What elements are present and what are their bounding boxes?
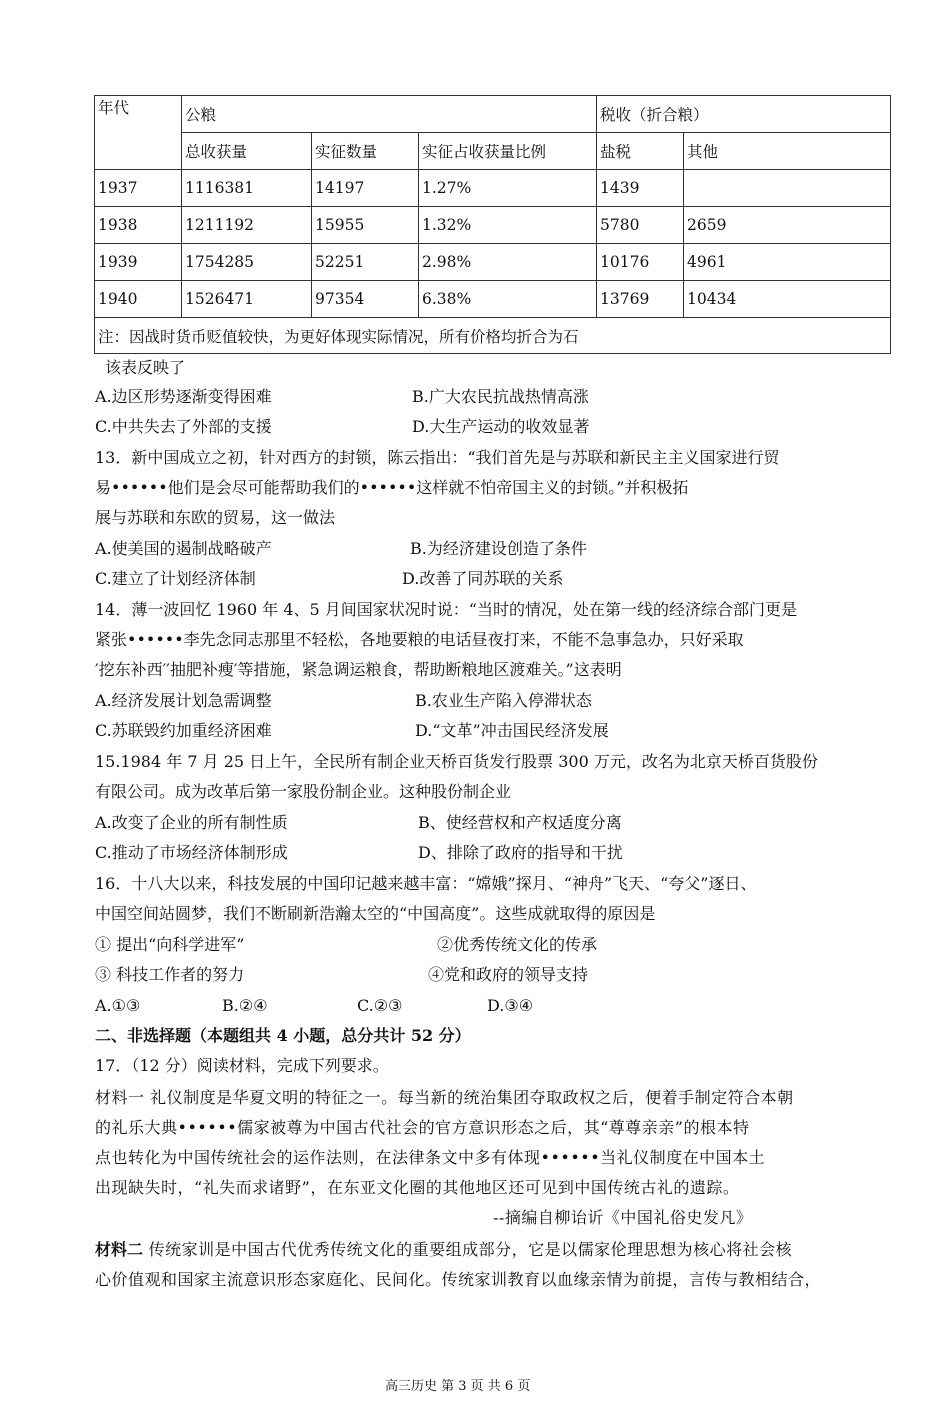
- section-title: 二、非选择题（本题组共 4 小题，总分共计 52 分）: [95, 1026, 471, 1045]
- table-subheader-ratio: 实征占收获量比例: [419, 133, 597, 170]
- cell-other: 4961: [684, 244, 891, 281]
- q14-option-b: B.农业生产陷入停滞状态: [415, 691, 592, 710]
- cell-other: [684, 170, 891, 207]
- table-row: [95, 244, 891, 281]
- q15-line-2: 有限公司。成为改革后第一家股份制企业。这种股份制企业: [95, 782, 512, 801]
- q12-option-b: B.广大农民抗战热情高涨: [412, 387, 589, 406]
- q13-option-a: A.使美国的遏制战略破产: [95, 539, 272, 558]
- q13-line-1: 13．新中国成立之初，针对西方的封锁，陈云指出：“我们首先是与苏联和新民主主义国家进行贸: [95, 448, 780, 467]
- tax-grain-table: [94, 95, 891, 354]
- q17-stem: 17．（12 分）阅读材料，完成下列要求。: [95, 1056, 389, 1075]
- q14-option-a: A.经济发展计划急需调整: [95, 691, 272, 710]
- q14-line-1: 14．薄一波回忆 1960 年 4、5 月间国家状况时说：“当时的情况，处在第一线的经济综合部门更是: [95, 600, 797, 619]
- q15-option-d: D、排除了政府的指导和干扰: [418, 843, 623, 862]
- q15-option-b: B、使经营权和产权适度分离: [418, 813, 622, 832]
- cell-total: 1526471: [182, 281, 312, 318]
- q16-item-4: ④党和政府的领导支持: [428, 965, 589, 984]
- q14-option-c: C.苏联毁约加重经济困难: [95, 721, 272, 740]
- table-row: [95, 281, 891, 318]
- material-2-label: 材料二: [95, 1240, 144, 1259]
- cell-total: 1116381: [182, 170, 312, 207]
- q14-line-2: 紧张••••••李先念同志那里不轻松，各地要粮的电话昼夜打来，不能不急事急办，只好采取: [95, 630, 744, 649]
- cell-ratio: 6.38%: [419, 281, 597, 318]
- cell-levy: 14197: [312, 170, 419, 207]
- cell-salt: 13769: [597, 281, 684, 318]
- q13-option-b: B.为经济建设创造了条件: [410, 539, 587, 558]
- cell-ratio: 2.98%: [419, 244, 597, 281]
- cell-ratio: 1.32%: [419, 207, 597, 244]
- material-1-line-2: 的礼乐大典••••••儒家被尊为中国古代社会的官方意识形态之后，其“尊尊亲亲”的根本特: [95, 1118, 750, 1137]
- q14-option-d: D.“文革”冲击国民经济发展: [415, 721, 609, 740]
- q13-option-c: C.建立了计划经济体制: [95, 569, 256, 588]
- cell-year: 1939: [95, 244, 182, 281]
- q12-option-d: D.大生产运动的收效显著: [412, 417, 590, 436]
- q12-option-a: A.边区形势逐渐变得困难: [95, 387, 272, 406]
- material-1-line-1: 材料一 礼仪制度是华夏文明的特征之一。每当新的统治集团夺取政权之后，便着手制定符合本朝: [95, 1088, 794, 1107]
- page-footer: 高三历史 第 3 页 共 6 页: [385, 1379, 531, 1394]
- q14-line-3: ′挖东补西′′抽肥补瘦′等措施，紧急调运粮食，帮助断粮地区渡难关。”这表明: [95, 660, 622, 679]
- q16-item-1: ① 提出“向科学进军”: [95, 935, 245, 954]
- q13-option-d: D.改善了同苏联的关系: [402, 569, 564, 588]
- table-subheader-salt: 盐税: [597, 133, 684, 170]
- q15-line-1: 15.1984 年 7 月 25 日上午，全民所有制企业天桥百货发行股票 300 万元，改名为北京天桥百货股份: [95, 752, 818, 771]
- q13-line-2: 易••••••他们是会尽可能帮助我们的••••••这样就不怕帝国主义的封锁。”并积极拓: [95, 478, 689, 497]
- material-1-line-3: 点也转化为中国传统社会的运作法则，在法律条文中多有体现••••••当礼仪制度在中国本土: [95, 1148, 766, 1167]
- cell-ratio: 1.27%: [419, 170, 597, 207]
- cell-year: 1938: [95, 207, 182, 244]
- table-subheader-levy: 实征数量: [312, 133, 419, 170]
- q16-line-2: 中国空间站圆梦，我们不断刷新浩瀚太空的“中国高度”。这些成就取得的原因是: [95, 904, 656, 923]
- material-1-line-4: 出现缺失时，“礼失而求诸野”，在东亚文化圈的其他地区还可见到中国传统古礼的遗踪。: [95, 1178, 740, 1197]
- q16-item-2: ②优秀传统文化的传承: [437, 935, 598, 954]
- table-header-grain: 公粮: [182, 96, 597, 133]
- q15-option-c: C.推动了市场经济体制形成: [95, 843, 288, 862]
- q16-option-a: A.①③: [95, 996, 141, 1015]
- cell-levy: 15955: [312, 207, 419, 244]
- material-2-line-1: 传统家训是中国古代优秀传统文化的重要组成部分，它是以儒家伦理思想为核心将社会核: [143, 1240, 793, 1259]
- cell-year: 1937: [95, 170, 182, 207]
- q13-line-3: 展与苏联和东欧的贸易，这一做法: [95, 508, 336, 527]
- table-note: 注：因战时货币贬值较快，为更好体现实际情况，所有价格均折合为石: [95, 318, 891, 354]
- cell-total: 1754285: [182, 244, 312, 281]
- cell-total: 1211192: [182, 207, 312, 244]
- material-1-source: --摘编自柳诒䜣《中国礼俗史发凡》: [493, 1208, 753, 1227]
- cell-levy: 97354: [312, 281, 419, 318]
- q16-option-d: D.③④: [487, 996, 534, 1015]
- cell-year: 1940: [95, 281, 182, 318]
- q12-stem: 该表反映了: [105, 358, 186, 377]
- cell-salt: 5780: [597, 207, 684, 244]
- table-row: [95, 170, 891, 207]
- table-row: [95, 207, 891, 244]
- cell-salt: 10176: [597, 244, 684, 281]
- q16-item-3: ③ 科技工作者的努力: [95, 965, 245, 984]
- cell-other: 2659: [684, 207, 891, 244]
- q16-option-b: B.②④: [222, 996, 268, 1015]
- table-header-year: 年代: [95, 96, 182, 170]
- cell-levy: 52251: [312, 244, 419, 281]
- q16-option-c: C.②③: [357, 996, 403, 1015]
- cell-salt: 1439: [597, 170, 684, 207]
- cell-other: 10434: [684, 281, 891, 318]
- table-header-tax: 税收（折合粮）: [597, 96, 891, 133]
- material-2-line-2: 心价值观和国家主流意识形态家庭化、民间化。传统家训教育以血缘亲情为前提，言传与教相结合，: [95, 1270, 822, 1289]
- table-subheader-other: 其他: [684, 133, 891, 170]
- q16-line-1: 16．十八大以来，科技发展的中国印记越来越丰富：“嫦娥”探月、“神舟”飞天、“夸父”逐日、: [95, 874, 757, 893]
- table-subheader-total: 总收获量: [182, 133, 312, 170]
- q15-option-a: A.改变了企业的所有制性质: [95, 813, 288, 832]
- q12-option-c: C.中共失去了外部的支援: [95, 417, 272, 436]
